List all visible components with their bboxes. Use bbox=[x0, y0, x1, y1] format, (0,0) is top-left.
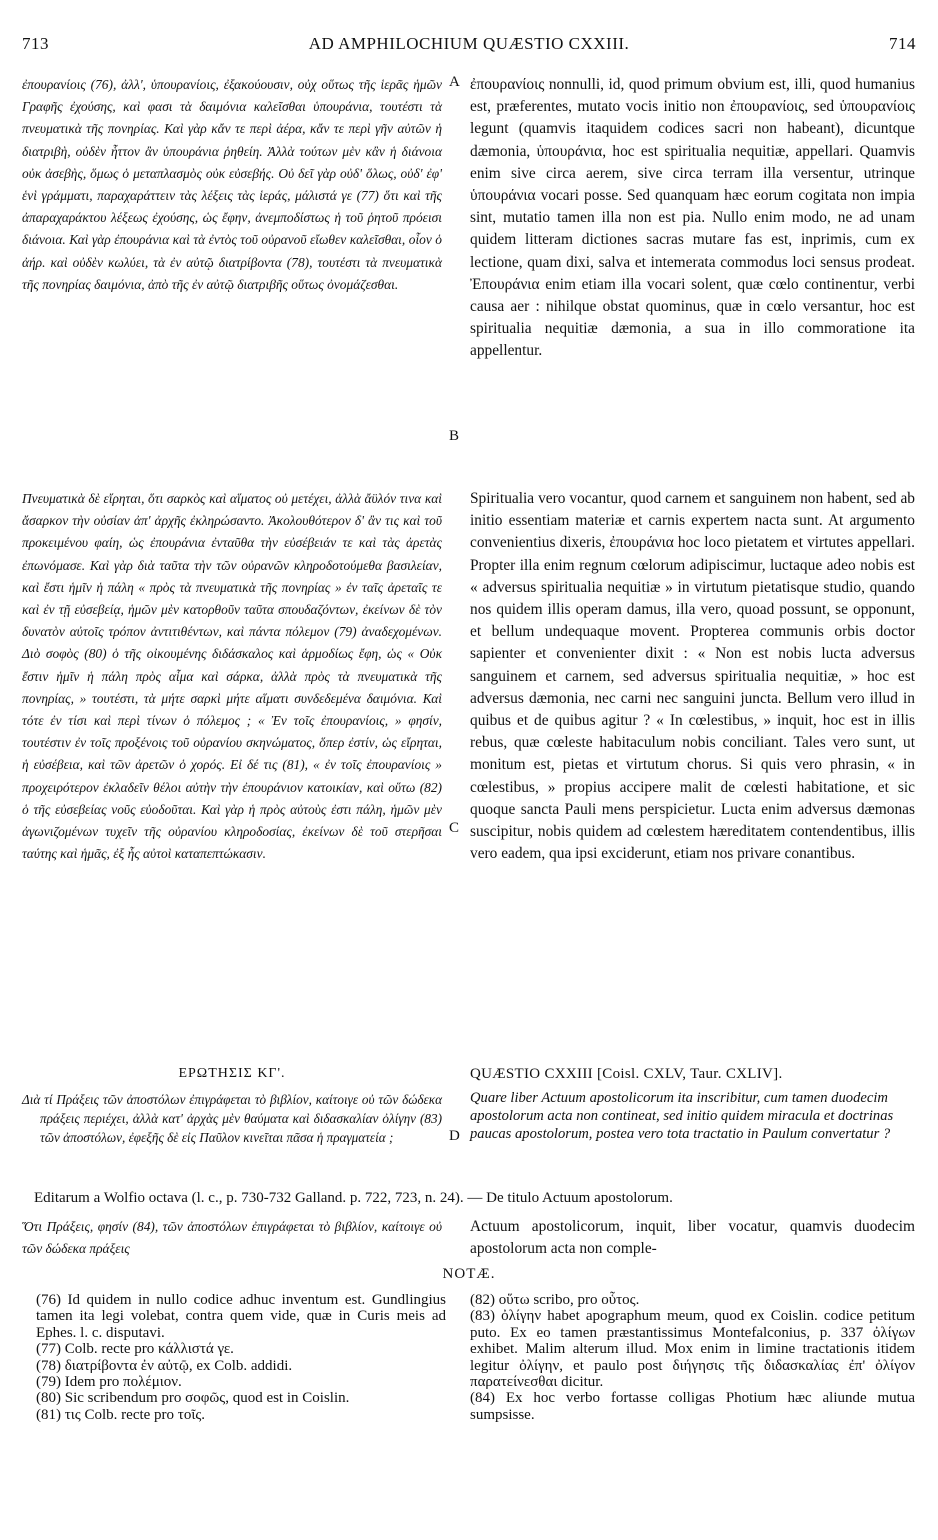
greek-answer-block bbox=[22, 1216, 442, 1260]
notes-left-column bbox=[36, 1292, 446, 1423]
latin-column-part-1 bbox=[470, 74, 915, 363]
note-78: (78) διατρίβοντα ἐν αὐτῷ, ex Colb. addidi. bbox=[36, 1357, 293, 1374]
note-81: (81) τις Colb. recte pro τοῖς. bbox=[36, 1406, 206, 1423]
greek-question-text-block bbox=[22, 1090, 442, 1147]
margin-marker-c: C bbox=[449, 820, 460, 836]
margin-marker-d: D bbox=[449, 1128, 460, 1144]
running-head: AD AMPHILOCHIUM QUÆSTIO CXXIII. bbox=[308, 34, 630, 53]
edition-note-line: Editarum a Wolfio octava (l. c., p. 730-732 Galland. p. 722, 723, n. 24). — De titulo Actuum apostolorum. bbox=[34, 1190, 673, 1206]
latin-answer-start: Actuum apostolicorum, inquit, liber vocatur, quamvis duodecim apostolorum acta non comple- bbox=[470, 1218, 915, 1258]
greek-question-title: ΕΡΩΤΗΣΙΣ ΚΓ'. bbox=[178, 1066, 286, 1081]
latin-column-part-2 bbox=[470, 488, 915, 865]
greek-column-part-1 bbox=[22, 74, 442, 296]
greek-question-text: Διὰ τί Πράξεις τῶν ἀποστόλων ἐπιγράφεται τὸ βιβλίον, καίτοιγε οὐ τῶν δώδεκα πράξεις περιέχει, ἀλλὰ κατ' ἀρχὰς μὲν θαύματα καὶ διδασκαλίαν ὀλίγην (83) τῶν ἀποστόλων, ἐφεξῆς δὲ εἰς Παῦλον κινεῖται πᾶσα ἡ πραγματεία ; bbox=[22, 1092, 442, 1145]
latin-paragraph-1: ἐπουρανίοις nonnulli, id, quod primum obvium est, illi, quod humanius est, præferentes, mutato vocis initio non ἐπουρανίοις, sed ὑπουρανίοις legunt (quamvis itaquidem codices sacri non habeant), dicuntque dæmonia, ὑπουράνια, hoc est spiritualia nequitiæ, appellari. Quamvis enim sive circa aerem, sive circa terram illa versentur, utrinque ὑπουράνια vocari posse. Sed quanquam hæc eorum cogitata non impia sint, mutatio tamen illa non est pia. Nullo enim modo, ne ad unam quidem litteram dictiones sacras mutare fas est, inprimis, cum ex lectione, quam dixi, salva et intemerata commodus loci sensus prodeat. Ἐπουράνια enim etiam illa vocari solent, quæ cœlo continentur, verbi causa aer : nihilque obstat quominus, quæ in cœlo versantur, hoc est spiritualia nequitiæ dæmonia, a sua in illo commoratione ita appellentur. bbox=[470, 76, 915, 360]
greek-answer-start: Ὅτι Πράξεις, φησίν (84), τῶν ἀποστόλων ἐπιγράφεται τὸ βιβλίον, καίτοιγε οὐ τῶν δώδεκα πράξεις bbox=[22, 1219, 442, 1257]
margin-marker-b: B bbox=[449, 428, 460, 444]
latin-question-text-block bbox=[470, 1090, 915, 1143]
note-84: (84) Ex hoc verbo fortasse colligas Photium hæc aliunde mutua sumpsisse. bbox=[470, 1390, 915, 1423]
page-number-right: 714 bbox=[889, 34, 916, 53]
latin-question-text: Quare liber Actuum apostolicorum ita inscribitur, cum tamen duodecim apostolorum acta non contineat, sed initio quidem miracula et doctrinas paucas apostolorum, postea vero tota tractatio in Paulum convertatur ? bbox=[470, 1090, 894, 1142]
notes-heading: NOTÆ. bbox=[442, 1266, 496, 1282]
greek-paragraph-1: ἐπουρανίοις (76), ἀλλ', ὑπουρανίοις, ἐξακούουσιν, οὐχ οὕτως τῆς ἱερᾶς ἡμῶν Γραφῆς ἐχούσης, καὶ φασι τὰ δαιμόνια καλεῖσθαι ὑπουράνια, τουτέστι τὰ πνευματικὰ τῆς πονηρίας. Καὶ γὰρ κἄν τε περὶ ἀέρα, κἄν τε περὶ γῆν αὐτῶν ἡ διατριβὴ, οὐδὲν ἧττον ἂν ὑπουράνια ῥηθείη. Ἀλλὰ τούτων μὲν κἂν ἡ διάνοια οὐκ ἀσεβὴς, ὅμως ὁ μεταπλασμὸς οὐκ εὐσεβής. Οὐ δεῖ γὰρ οὐδ' ὅλως, οὐδ' ἐφ' ἑνὶ γράμματι, παραχαράττειν τὰς λέξεις τὰς ἱεράς, μάλιστά γε (77) ὅτι καὶ τῆς ἀπαραχαράκτου λέξεως ἐχούσης, ὡς ἔφην, ἀνεμποδίστως ἡ τοῦ ῥητοῦ πρόεισι διάνοια. Καὶ γὰρ ἐπουράνια καὶ τὰ ἐντὸς τοῦ οὐρανοῦ εἴωθεν καλεῖσθαι, οἷον ὁ ἀήρ. καὶ οὐδὲν κωλύει, τὰ ἐν αὐτῷ διατρίβοντα (78), τουτέστι τὰ πνευματικὰ τῆς πονηρίας δαιμόνια, ἀπὸ τῆς ἐν αὐτῷ διατριβῆς οὕτως ὀνομάζεσθαι. bbox=[22, 77, 442, 292]
greek-column-part-2 bbox=[22, 488, 442, 865]
note-77: (77) Colb. recte pro κάλλιστά γε. bbox=[36, 1341, 234, 1358]
latin-paragraph-2: Spiritualia vero vocantur, quod carnem et sanguinem non habent, sed ab initio essentiam materiæ et carnis expertem nacta sunt. At argumento convenientius dixeris, ἐπουράνια hoc loco pietatem et virtutes appellari. Propter illa enim regnum cœlorum adipiscimur, luctaque adeo nobis est « adversus spiritualia nequitiæ » in virtutum pietatisque studio, quando nos quidem illis operam damus, illa vero, quoad possunt, se opponunt, et bellum undequaque movent. Propterea communis orbis doctor sapienter et convenienter dixit : « Non est nobis lucta adversus sanguinem et carnem, sed adversus spiritualia nequitiæ, » hoc est adversus dæmonia, nec carni nec sanguini juncta. Bellum vero illud in quibus et de quibus agitur ? « In cœlestibus, » inquit, hoc est in illis rebus, quæ cœleste habitaculum nobis conciliant. Tales vero sunt, ut monitum est, pietas et virtutum chorus. Si quis vero phrasin, « in cœlestibus, » propius accipere malit de cœlesti habitatione, et sic quoque sancta Pauli mens perspicietur. Lucta enim adversus dæmonas suscipitur, nobis quidem ad cœlestem hæreditatem contendentibus, illis vero eadem, qua ipsi exciderunt, etiam nos privare conantibus. bbox=[470, 490, 915, 863]
page-number-left: 713 bbox=[22, 34, 49, 53]
margin-marker-a: A bbox=[449, 74, 460, 90]
greek-paragraph-2: Πνευματικὰ δὲ εἴρηται, ὅτι σαρκὸς καὶ αἵματος οὐ μετέχει, ἀλλὰ ἄϋλόν τινα καὶ ἄσαρκον τὴν οὐσίαν ἀπ' ἀρχῆς ἐκληρώσαντο. Ἀκολουθότερον δ' ἂν τις καὶ τοῦ προκειμένου φαίη, ὡς ἐπουράνια ἐνταῦθα τὴν εὐσέβειάν τε καὶ τὰς ἀρετὰς ἐπωνόμασε. Καὶ γὰρ διὰ ταῦτα τὴν τῶν οὐρανῶν κληροδοτούμεθα βασιλείαν, καὶ ἔστι ἡμῖν ἡ πάλη « πρὸς τὰ πνευματικὰ τῆς πονηρίας » ἐν ταῖς ἀρεταῖς τε καὶ ἐν τῇ εὐσεβείᾳ, ἡμῶν μὲν κατορθοῦν ταῦτα σπουδαζόντων, ἐκείνων δὲ τὸν δυνατὸν αὐτοῖς τρόπον ἀντιτιθέντων, καὶ πάντα πόλεμον (79) ἀναδεχομένων. Διὸ σοφὸς (80) ὁ τῆς οἰκουμένης διδάσκαλος καὶ ἁρμοδίως ἔφη, ὡς « Οὐκ ἔστιν ἡμῖν ἡ πάλη πρὸς αἷμα καὶ σάρκα, ἀλλὰ πρὸς τὰ πνευματικὰ τῆς πονηρίας, » τουτέστι, τὰ μήτε σαρκὶ μήτε αἵματι συνδεδεμένα δαιμόνια. Καὶ τότε ἐν τίσι καὶ περὶ τίνων ὁ πόλεμος ; « Ἐν τοῖς ἐπουρανίοις, » φησίν, τουτέστιν ἐν τοῖς προξένοις τοῦ οὐρανίου σκηνώματος, ὅπερ ἐστίν, ὡς εἴρηται, ἡ εὐσέβεια, καὶ τῶν ἀρετῶν ὁ χορός. Εἰ δέ τις (81), « ἐν τοῖς ἐπουρανίοις » προχειρότερον ἐκλαδεῖν θέλοι αὐτὴν τὴν ἐπουράνιον κατοικίαν, καὶ οὕτω (82) ὁ τῆς εὐσεβείας νοῦς εὐοδοῦται. Καὶ γὰρ ἡ πρὸς αὐτοὺς ἐστι πάλη, ἡμῶν μὲν ἀγωνιζομένων τυχεῖν τῆς οὐρανίου κληροδοσίας, ἐκείνων δὲ τοῦ στερῆσαι ταύτης καὶ ἡμᾶς, ἐξ ἧς αὐτοὶ καταπεπτώκασιν. bbox=[22, 491, 442, 862]
latin-answer-block bbox=[470, 1216, 915, 1260]
latin-question-title: QUÆSTIO CXXIII [Coisl. CXLV, Taur. CXLIV]. bbox=[470, 1066, 783, 1082]
note-82: (82) οὕτω scribo, pro οὗτος. bbox=[470, 1292, 640, 1308]
note-79: (79) Idem pro πολέμιον. bbox=[36, 1374, 182, 1391]
note-80: (80) Sic scribendum pro σοφῶς, quod est in Coislin. bbox=[36, 1390, 350, 1407]
notes-right-column bbox=[470, 1292, 915, 1423]
note-83: (83) ὀλίγην habet apographum meum, quod ex Coislin. codice petitum puto. Ex eo tamen præstantissimus Montefalconius, p. 337 ὀλίγων exhibet. Malim alterum illud. Mox enim in limine tractationis itidem legitur ὀλίγην, et paulo post διήγησις τῆς διδασκαλίας ἐπ' ὀλίγον παρατείνεσθαι dicitur. bbox=[470, 1308, 915, 1391]
note-76: (76) Id quidem in nullo codice adhuc inventum est. Gundlingius tamen ita legi volebat, contra quem vide, quæ in Curis meis ad Ephes. l. c. disputavi. bbox=[36, 1292, 446, 1341]
